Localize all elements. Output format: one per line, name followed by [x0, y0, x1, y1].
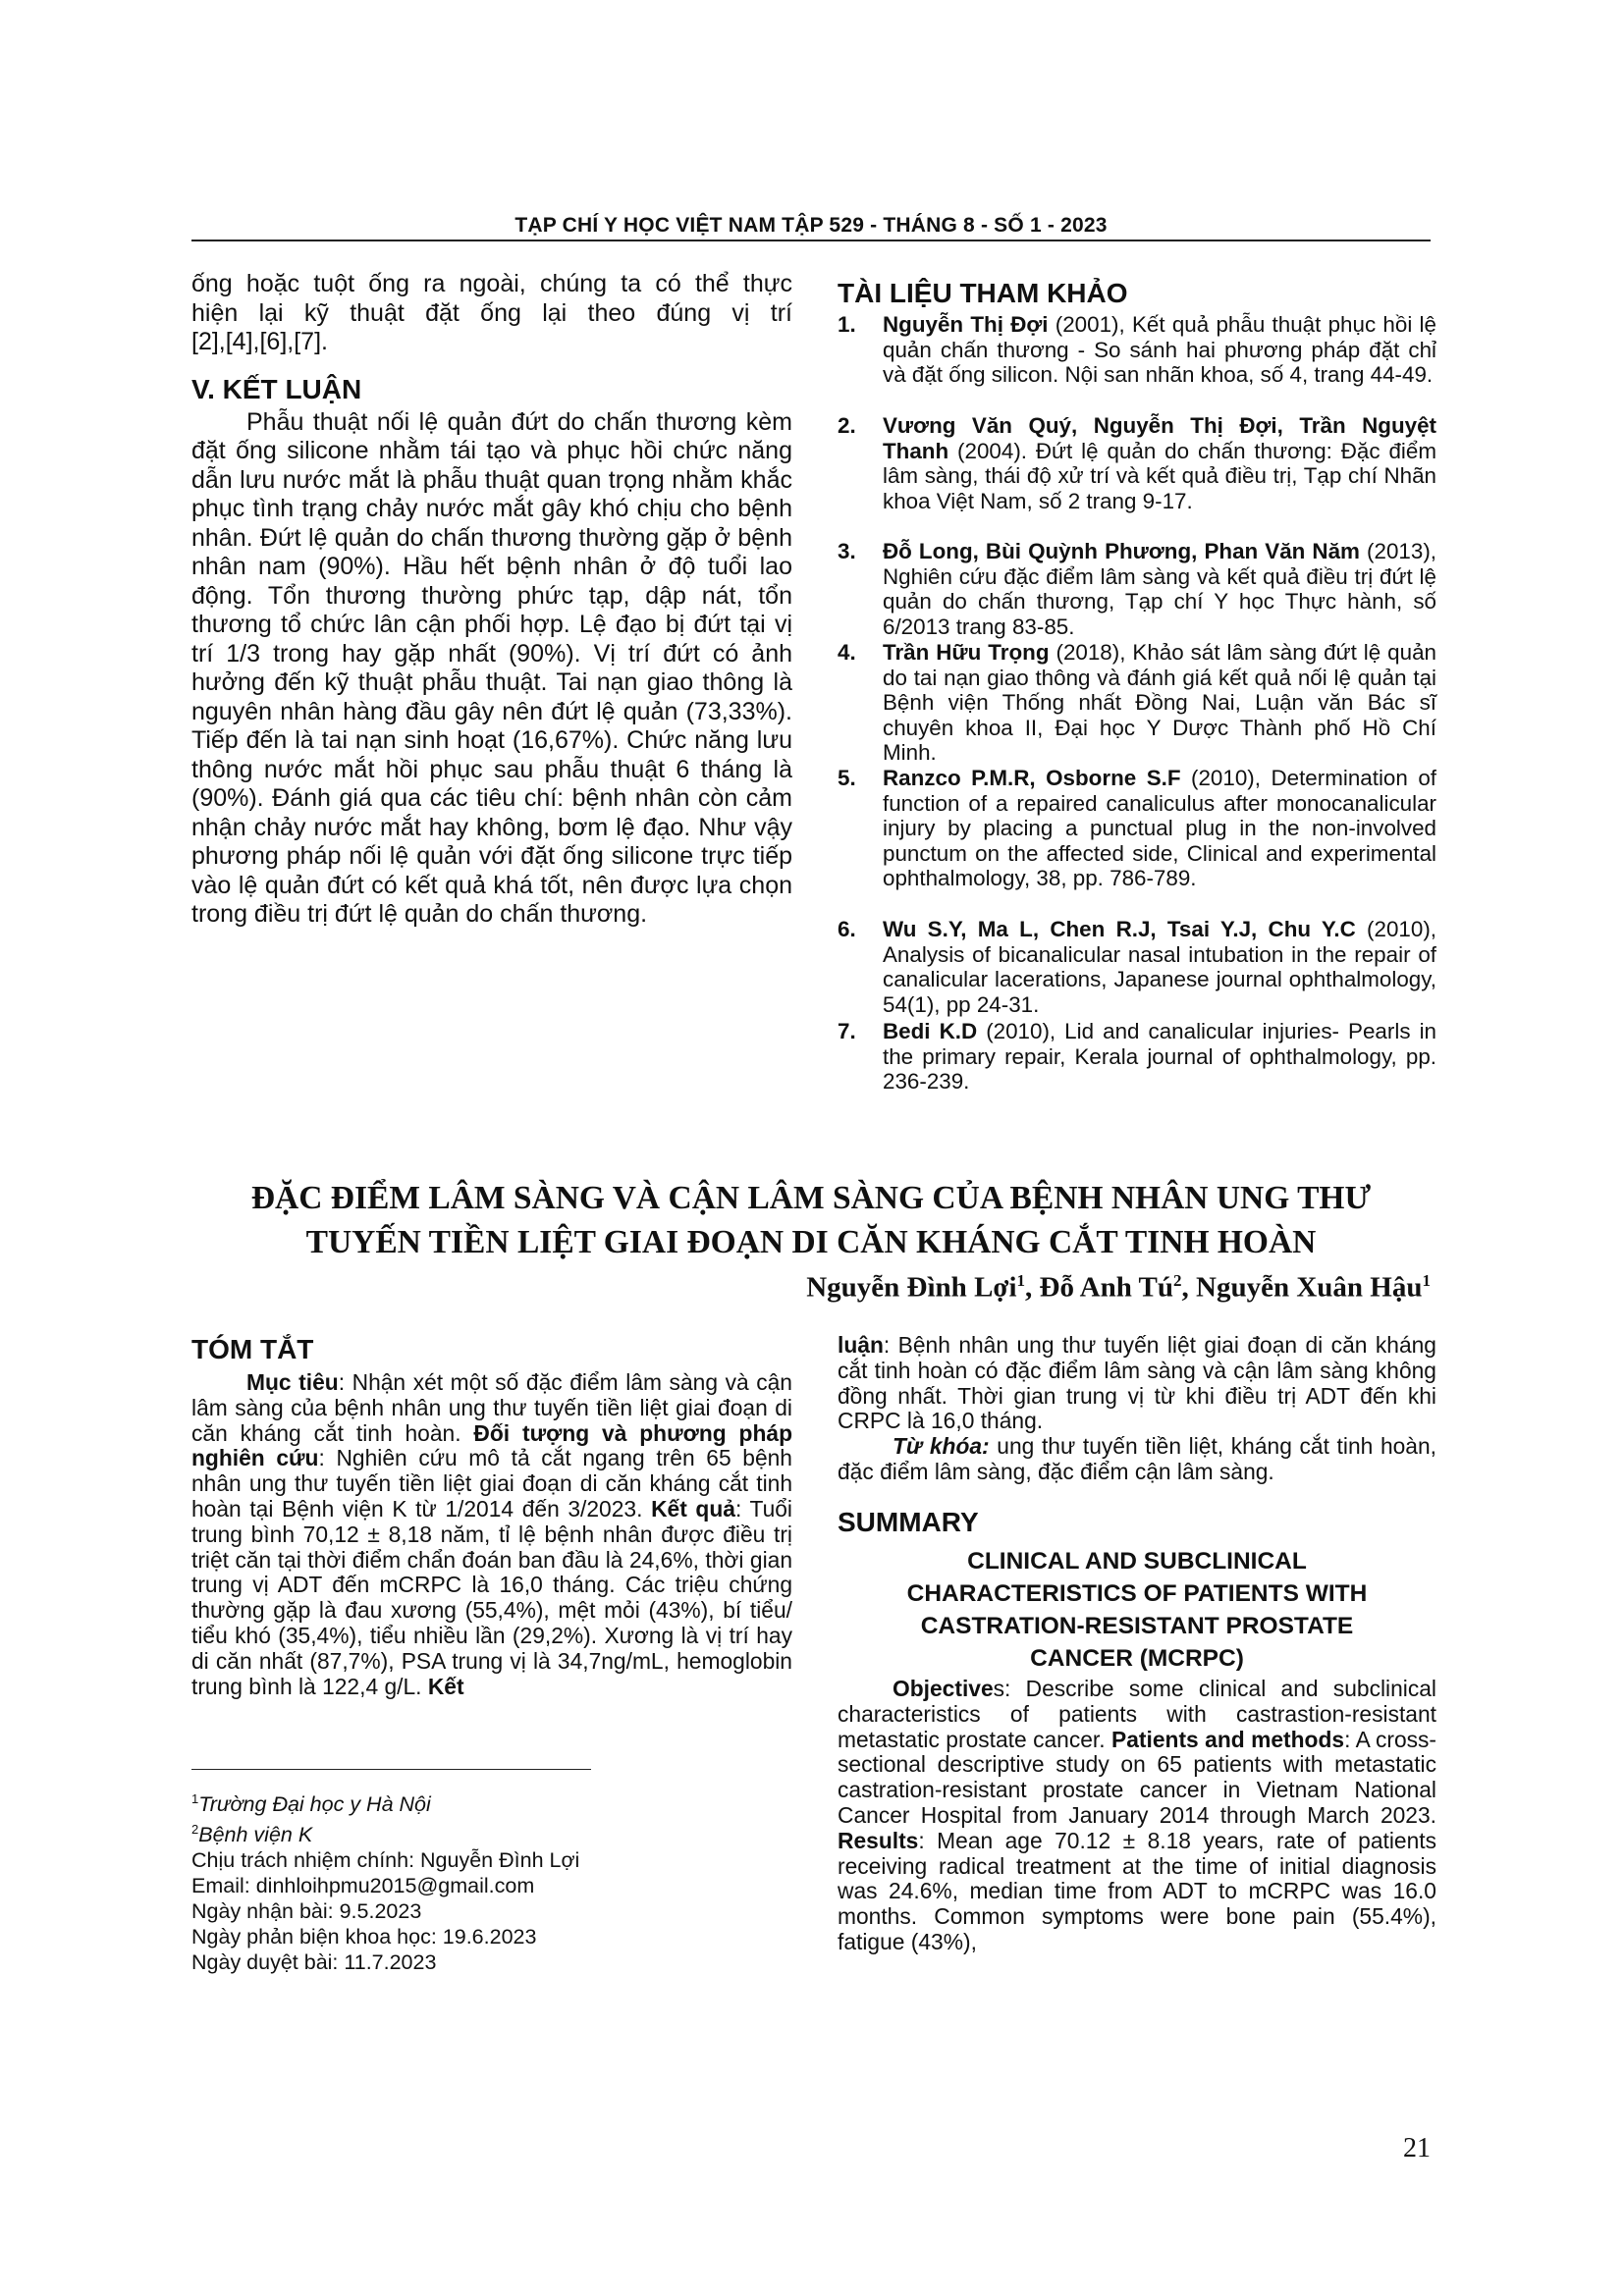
reference-number: 5. [838, 766, 856, 790]
reference-text: (2013), Nghiên cứu đặc điểm lâm sàng và kết quả điều trị đứt lệ quản do chấn thương, Tạp chí Y học Thực hành, số 6/2013 trang 83-85. [883, 539, 1436, 639]
conclusion-text: Phẫu thuật nối lệ quản đứt do chấn thương kèm đặt ống silicone nhằm tái tạo và phục hồi chức năng dẫn lưu nước mắt là phẫu thuật quan trọng nhằm khắc phục tình trạng chảy nước mắt gây khó chịu cho bệnh nhân. Đứt lệ quản do chấn thương thường gặp ở bệnh nhân nam (90%). Hầu hết bệnh nhân ở độ tuổi lao động. Tổn thương thường phức tạp, dập nát, tổn thương tổ chức lân cận phối hợp. Lệ đạo bị đứt tại vị trí 1/3 trong hay gặp nhất (90%). Vị trí đứt có ảnh hưởng đến kỹ thuật phẫu thuật. Tai nạn giao thông là nguyên nhân hàng đầu gây nên đứt lệ quản (73,33%). Tiếp đến là tai nạn sinh hoạt (16,67%). Chức năng lưu thông nước mắt hồi phục sau phẫu thuật 6 tháng là (90%). Đánh giá qua các tiêu chí: bệnh nhân còn cảm nhận chảy nước mắt hay không, bơm lệ đạo. Như vậy phương pháp nối lệ quản với đặt ống silicone trực tiếp vào lệ quản đứt có kết quả khá tốt, nên được lựa chọn trong điều trị đứt lệ quản do chấn thương. [191, 407, 792, 928]
objective-text-en: s: Describe some clinical and subclinical characteristics of patients with castrastion-resistant metastatic prostate cancer. [838, 1676, 1436, 1752]
reference-text: (2001), Kết quả phẫu thuật phục hồi lệ quản chấn thương - So sánh hai phương pháp đặt chỉ và đặt ống silicon. Nội san nhãn khoa, số 4, trang 44-49. [883, 312, 1436, 388]
article-title-line: TUYẾN TIỀN LIỆT GIAI ĐOẠN DI CĂN KHÁNG CẮT TINH HOÀN [305, 1224, 1317, 1260]
continuation-line: hiện lại kỹ thuật đặt ống lại theo đúng vị trí [191, 298, 792, 327]
keywords-text: ung thư tuyến tiền liệt, kháng cắt tinh hoàn, đặc điểm lâm sàng, đặc điểm cận lâm sàng. [838, 1433, 1436, 1484]
methods-label-en: Patients and methods [1111, 1726, 1345, 1752]
reference-text: (2018), Khảo sát lâm sàng đứt lệ quản do tai nạn giao thông và đánh giá kết quả nối lệ quản tại Bệnh viện Thống nhất Đồng Nai, Luận văn Bác sĩ chuyên khoa II, Đại học Y Dược Thành phố Hồ Chí Minh. [883, 640, 1436, 766]
continuation-line: [2],[4],[6],[7]. [191, 328, 328, 355]
reference-item [838, 1019, 1436, 1095]
references-heading: TÀI LIỆU THAM KHẢO [838, 278, 1128, 308]
reference-item [838, 640, 1436, 766]
methods-text-en: : A cross-sectional descriptive study on 65 patients with metastatic castration-resistant prostate cancer in Vietnam National Cancer Hospital from January 2014 through March 2023. [838, 1726, 1437, 1828]
footnotes [191, 1787, 579, 1975]
summary-title-line: CANCER (MCRPC) [1030, 1645, 1244, 1672]
summary-title-line: CHARACTERISTICS OF PATIENTS WITH [906, 1580, 1368, 1607]
continuation-line: ống hoặc tuột ống ra ngoài, chúng ta có thể thực [191, 270, 792, 297]
author-name: Nguyễn Xuân Hậu [1196, 1271, 1423, 1304]
methods-label: Đối tượng và phương pháp nghiên cứu [191, 1419, 792, 1471]
objective-text: : Nhận xét một số đặc điểm lâm sàng và cận lâm sàng của bệnh nhân ung thư tuyến tiền liệt giai đoạn di căn kháng cắt tinh hoàn. [191, 1369, 792, 1446]
footnote-affiliation: $^1$Trường Đại học y Hà Nội [191, 1791, 431, 1817]
results-label-en: Results [838, 1827, 919, 1853]
conclusion-label: Kết [427, 1673, 464, 1699]
reference-item [838, 917, 1436, 1017]
header-rule [191, 240, 1431, 241]
reference-item [838, 766, 1436, 891]
abstract-vi-text [191, 1370, 792, 1699]
objective-label-en: Objective [893, 1676, 994, 1701]
reference-author: Bedi K.D [883, 1019, 978, 1043]
left-column-top [191, 270, 792, 930]
abstract-vi-continued [838, 1333, 1436, 1485]
reference-author: Trần Hữu Trọng [883, 640, 1050, 665]
reference-text: (2010), Analysis of bicanalicular nasal intubation in the repair of canalicular lacerations, Japanese journal ophthalmology, 54(1), pp 24-31. [883, 917, 1436, 1017]
conclusion-heading: V. KẾT LUẬN [191, 373, 362, 404]
footnote-rule [191, 1769, 591, 1770]
summary-title-line: CLINICAL AND SUBCLINICAL [967, 1548, 1307, 1575]
footnote-line: Email: dinhloihpmu2015@gmail.com [191, 1874, 535, 1898]
objective-label: Mục tiêu [246, 1369, 339, 1395]
conclusion-label: luận [838, 1332, 884, 1358]
reference-number: 2. [838, 413, 856, 438]
summary-text [838, 1677, 1436, 1955]
footnote-line: Chịu trách nhiệm chính: Nguyễn Đình Lợi [191, 1848, 580, 1873]
methods-text: : Nghiên cứu mô tả cắt ngang trên 65 bệnh nhân ung thư tuyến tiền liệt giai đoạn di căn kháng cắt tinh hoàn tại Bệnh viện K từ 1/2014 đến 3/2023. [191, 1445, 792, 1522]
footnote-line: Ngày duyệt bài: 11.7.2023 [191, 1950, 437, 1975]
summary-heading: SUMMARY [838, 1507, 979, 1537]
results-label: Kết quả [651, 1495, 735, 1522]
reference-author: Ranzco P.M.R, Osborne S.F [883, 766, 1181, 790]
reference-author: Vương Văn Quý, Nguyễn Thị Đợi, Trần Nguyệt Thanh [883, 413, 1436, 463]
reference-number: 6. [838, 917, 856, 941]
author-separator: , [1181, 1271, 1197, 1304]
article-authors [806, 1271, 1431, 1305]
page-number: 21 [1403, 2133, 1431, 2163]
reference-author: Đỗ Long, Bùi Quỳnh Phương, Phan Văn Năm [883, 539, 1360, 563]
affiliation-1: Trường Đại học y Hà Nội [198, 1792, 431, 1817]
reference-item [838, 539, 1436, 639]
results-text: : Tuổi trung bình 70,12 ± 8,18 năm, tỉ lệ bệnh nhân được điều trị triệt căn tại thời điểm chẩn đoán ban đầu là 24,6%, thời gian trung vị ADT đến mCRPC là 16,0 tháng. Các triệu chứng thường gặp là đau xương (55,4%), mệt mỏi (43%), bí tiểu/ tiểu khó (35,4%), tiểu nhiều lần (29,2%). Xương là vị trí hay di căn nhất (87,7%), PSA trung vị là 34,7ng/mL, hemoglobin trung bình là 122,4 g/L. [191, 1495, 792, 1699]
reference-number: 7. [838, 1019, 856, 1043]
reference-text: (2004). Đứt lệ quản do chấn thương: Đặc điểm lâm sàng, thái độ xử trí và kết quả điều trị, Tạp chí Nhãn khoa Việt Nam, số 2 trang 9-17. [883, 438, 1436, 513]
abstract-heading: TÓM TẮT [191, 1334, 314, 1364]
author-name: Đỗ Anh Tú [1039, 1271, 1174, 1304]
footnote-line: Ngày nhận bài: 9.5.2023 [191, 1899, 422, 1924]
conclusion-text: : Bệnh nhân ung thư tuyến liệt giai đoạn di căn kháng cắt tinh hoàn có đặc điểm lâm sàng và cận lâm sàng không đồng nhất. Thời gian trung vị từ khi điều trị ADT đến khi CRPC là 16,0 tháng. [838, 1332, 1436, 1434]
article-title-line: ĐẶC ĐIỂM LÂM SÀNG VÀ CẬN LÂM SÀNG CỦA BỆNH NHÂN UNG THƯ [250, 1180, 1372, 1216]
reference-text: (2010), Lid and canalicular injuries- Pearls in the primary repair, Kerala journal of ophthalmology, pp. 236-239. [883, 1019, 1436, 1095]
results-text-en: : Mean age 70.12 ± 8.18 years, rate of patients receiving radical treatment at the time of initial diagnosis was 24.6%, median time from ADT to mCRPC was 16.0 months. Common symptoms were bone pain (55.4%), fatigue (43%), [838, 1827, 1436, 1954]
author-separator: , [1025, 1271, 1040, 1304]
reference-item [838, 312, 1436, 388]
keywords-label: Từ khóa: [893, 1433, 990, 1460]
author-affiliation: 1 [1016, 1271, 1026, 1290]
reference-author: Nguyễn Thị Đợi [883, 312, 1049, 337]
reference-text: (2010), Determination of function of a repaired canaliculus after monocanalicular injury by placing a punctual plug in the non-involved punctum on the affected side, Clinical and experimental ophthalmology, 38, pp. 786-789. [883, 766, 1436, 891]
journal-header: TẠP CHÍ Y HỌC VIỆT NAM TẬP 529 - THÁNG 8 - SỐ 1 - 2023 [514, 214, 1108, 237]
footnote-line: Ngày phản biện khoa học: 19.6.2023 [191, 1925, 537, 1949]
summary-title-line: CASTRATION-RESISTANT PROSTATE [920, 1613, 1354, 1639]
author-affiliation: 1 [1422, 1271, 1431, 1290]
reference-number: 1. [838, 312, 856, 337]
reference-item [838, 413, 1436, 513]
reference-number: 3. [838, 539, 856, 563]
affiliation-2: Bệnh viện K [198, 1823, 313, 1847]
reference-author: Wu S.Y, Ma L, Chen R.J, Tsai Y.J, Chu Y.C [883, 917, 1356, 941]
footnote-affiliation: $^2$Bệnh viện K [191, 1822, 313, 1847]
author-name: Nguyễn Đình Lợi [806, 1271, 1017, 1304]
author-affiliation: 2 [1173, 1271, 1182, 1290]
reference-number: 4. [838, 640, 856, 665]
